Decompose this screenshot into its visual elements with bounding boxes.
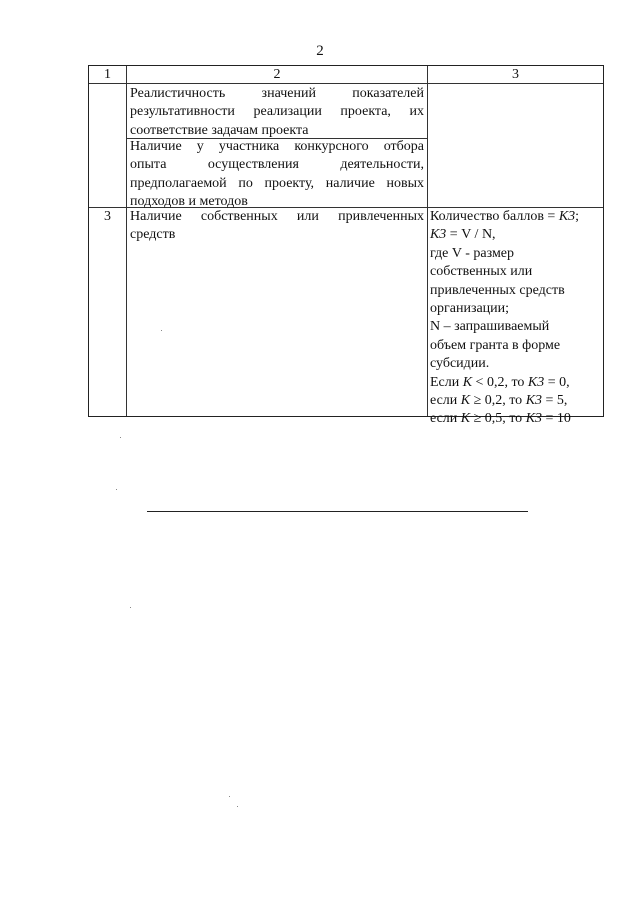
formula-line-9: субсидии.	[430, 356, 490, 372]
formula-line-2	[430, 226, 602, 244]
formula-var: К	[460, 393, 471, 409]
formula-line-1	[430, 208, 602, 226]
criterion-realism	[130, 85, 424, 140]
formula-line-4: собственных или	[430, 264, 533, 280]
formula-var: К3	[558, 209, 576, 224]
formula-text: ;	[575, 209, 580, 224]
formula-text: = 0,	[544, 374, 570, 390]
criterion-own-funds	[130, 208, 424, 245]
header-col-1: 1	[104, 67, 111, 82]
formula-var: К3	[525, 393, 542, 409]
column-divider-2	[427, 66, 428, 416]
condition-line-3	[430, 410, 602, 428]
formula-var: К	[462, 374, 473, 390]
formula-line-8: объем гранта в форме	[430, 337, 561, 353]
page-number: 2	[316, 43, 324, 59]
criterion-line: Реалистичность значений показателей	[130, 86, 424, 101]
criterion-line: опыта осуществления деятельности,	[130, 157, 424, 173]
formula-text: Если	[430, 374, 463, 390]
formula-text: = 5,	[541, 393, 568, 409]
separator-line	[147, 511, 528, 512]
formula-var: К3	[430, 227, 447, 243]
formula-text: если	[430, 411, 461, 427]
formula-var: К	[460, 411, 471, 427]
condition-line-1	[430, 374, 602, 392]
criterion-line: Наличие у участника конкурсного отбора	[130, 139, 424, 154]
scan-speck	[120, 437, 121, 438]
column-divider-1	[126, 66, 127, 416]
scan-speck	[130, 607, 131, 608]
scan-speck	[161, 330, 162, 331]
formula-var: К3	[527, 374, 545, 390]
formula-var: К3	[525, 411, 542, 427]
condition-line-2	[430, 392, 602, 410]
formula-line-7: N – запрашиваемый	[430, 319, 550, 335]
header-col-3: 3	[512, 67, 519, 82]
criterion-line: соответствие задачам проекта	[130, 122, 309, 138]
formula-line-3: где V - размер	[430, 245, 515, 261]
criterion-line: подходов и методов	[130, 194, 248, 210]
criterion-line: результативности реализации проекта, их	[130, 104, 424, 120]
scan-speck	[229, 796, 230, 797]
formula-text: = 10	[541, 411, 571, 427]
scan-speck	[237, 806, 238, 807]
scoring-method	[430, 208, 602, 429]
criteria-table	[88, 65, 604, 427]
formula-text: ≥ 0,2, то	[470, 393, 526, 409]
criterion-line: средств	[130, 227, 176, 243]
formula-text: если	[430, 393, 461, 409]
scan-speck	[116, 489, 117, 490]
criterion-experience	[130, 138, 424, 212]
formula-text: Количество баллов =	[430, 209, 559, 224]
row-number: 3	[104, 209, 111, 224]
formula-line-6: организации;	[430, 301, 510, 317]
formula-text: ≥ 0,5, то	[470, 411, 526, 427]
formula-text: = V / N,	[446, 227, 496, 243]
header-col-2: 2	[273, 67, 281, 82]
criterion-line: Наличие собственных или привлеченных	[130, 209, 424, 224]
formula-line-5: привлеченных средств	[430, 282, 565, 298]
formula-text: < 0,2, то	[472, 374, 528, 390]
criterion-line: предполагаемой по проекту, наличие новых	[130, 175, 424, 191]
